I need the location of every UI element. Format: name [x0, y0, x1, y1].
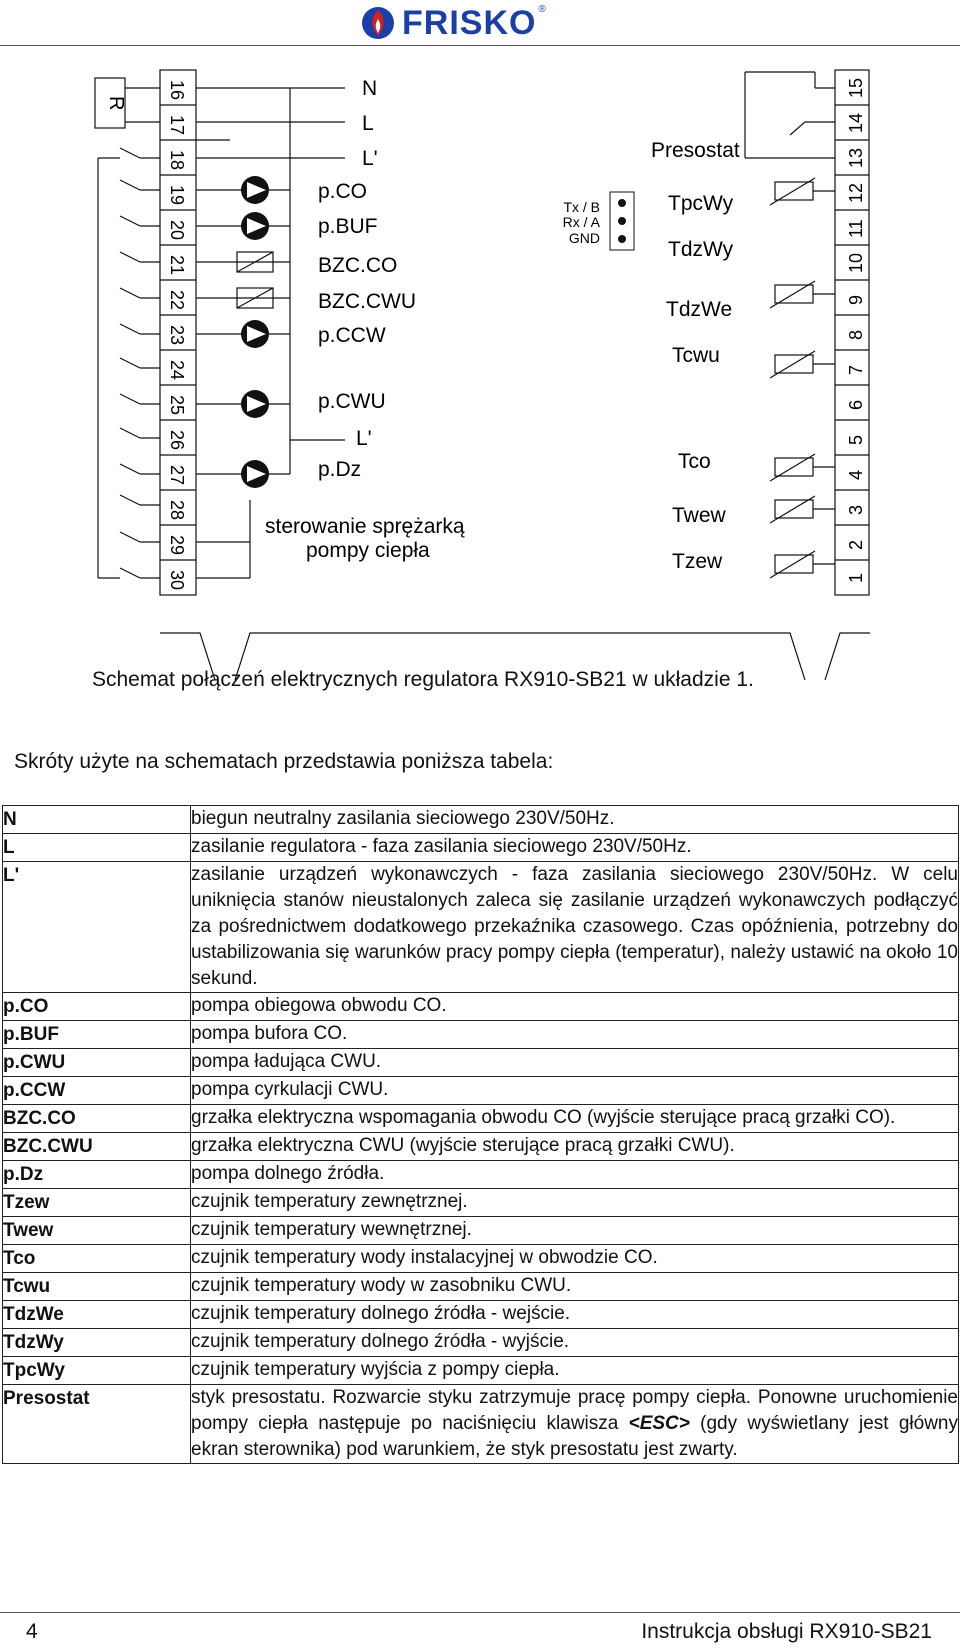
- left-labels: [318, 77, 416, 481]
- svg-text:BZC.CWU: BZC.CWU: [318, 290, 416, 313]
- svg-text:N: N: [362, 77, 378, 100]
- svg-text:4: 4: [846, 469, 866, 480]
- right-terminal-numbers: [846, 78, 866, 583]
- svg-text:17: 17: [167, 115, 187, 136]
- svg-text:Rx / A: Rx / A: [562, 214, 600, 230]
- presostat-desc-pre: styk presostatu. Rozwarcie styku zatrzymuje pracę pompy ciepła. Ponowne uruchomienie pompy ciepła następuje po naciśnięciu klawisza: [191, 1387, 958, 1434]
- svg-text:28: 28: [167, 500, 187, 521]
- svg-text:13: 13: [846, 147, 866, 168]
- desc-cell: czujnik temperatury zewnętrznej.: [191, 1189, 959, 1217]
- svg-text:7: 7: [846, 364, 866, 375]
- comm-labels: [563, 199, 601, 246]
- desc-cell: czujnik temperatury dolnego źródła - wejście.: [191, 1301, 959, 1329]
- desc-cell: grzałka elektryczna wspomagania obwodu CO (wyjście sterujące pracą grzałki CO).: [191, 1105, 959, 1133]
- desc-cell: czujnik temperatury wewnętrznej.: [191, 1217, 959, 1245]
- flame-icon: [360, 5, 396, 41]
- svg-text:15: 15: [846, 77, 866, 98]
- term-cell: Tcwu: [3, 1273, 191, 1301]
- desc-cell: pompa obiegowa obwodu CO.: [191, 993, 959, 1021]
- svg-text:21: 21: [167, 255, 187, 276]
- svg-text:TdzWy: TdzWy: [668, 238, 734, 261]
- abbreviation-table: [2, 805, 959, 1464]
- svg-text:1: 1: [846, 572, 866, 583]
- svg-text:23: 23: [167, 325, 187, 346]
- svg-text:6: 6: [846, 399, 866, 410]
- svg-text:Twew: Twew: [672, 504, 726, 527]
- presostat-desc-post: (gdy wyświetlany jest główny ekran sterownika) pod warunkiem, że styk presostatu jest zwarty.: [191, 1413, 958, 1460]
- logo-text: FRISKO: [402, 3, 537, 42]
- term-cell: BZC.CO: [3, 1105, 191, 1133]
- compressor-label-1: sterowanie sprężarką: [265, 515, 465, 538]
- term-cell: Tzew: [3, 1189, 191, 1217]
- desc-cell: czujnik temperatury wody instalacyjnej w obwodzie CO.: [191, 1245, 959, 1273]
- svg-text:20: 20: [167, 220, 187, 241]
- svg-text:L': L': [356, 427, 372, 450]
- term-cell: p.CWU: [3, 1049, 191, 1077]
- svg-text:p.Dz: p.Dz: [318, 458, 362, 481]
- svg-text:24: 24: [167, 360, 187, 381]
- footer-rule: [0, 1612, 960, 1613]
- sensor-labels: [651, 139, 740, 573]
- svg-text:12: 12: [846, 182, 866, 203]
- desc-cell: pompa bufora CO.: [191, 1021, 959, 1049]
- term-cell: p.Dz: [3, 1161, 191, 1189]
- svg-text:29: 29: [167, 535, 187, 556]
- svg-text:11: 11: [846, 219, 866, 238]
- desc-cell: zasilanie urządzeń wykonawczych - faza zasilania sieciowego 230V/50Hz. W celu uniknięcia stanów nieustalonych zaleca się zasilanie urządzeń wykonawczych podłączyć za pośrednictwem dodatkowego przekaźnika czasowego. Czas opóźnienia, potrzebny do ustabilizowania się warunków pracy pompy ciepła (temperatur), należy ustawić na około 10 sekund.: [191, 862, 959, 993]
- term-cell: Twew: [3, 1217, 191, 1245]
- esc-key-label: <ESC>: [628, 1413, 690, 1434]
- svg-text:GND: GND: [568, 230, 600, 246]
- term-cell: p.CCW: [3, 1077, 191, 1105]
- svg-text:5: 5: [846, 434, 866, 445]
- svg-text:30: 30: [167, 570, 187, 591]
- svg-text:p.CWU: p.CWU: [318, 390, 386, 413]
- term-cell: TpcWy: [3, 1357, 191, 1385]
- svg-text:Tzew: Tzew: [672, 550, 723, 573]
- svg-text:BZC.CO: BZC.CO: [318, 254, 398, 277]
- svg-text:Presostat: Presostat: [651, 139, 740, 162]
- registered-mark: ®: [538, 4, 546, 15]
- desc-cell: czujnik temperatury wody w zasobniku CWU.: [191, 1273, 959, 1301]
- svg-text:16: 16: [167, 80, 187, 101]
- table-intro: Skróty użyte na schematach przedstawia poniższa tabela:: [14, 750, 554, 773]
- svg-text:27: 27: [167, 465, 187, 486]
- desc-cell: czujnik temperatury dolnego źródła - wyjście.: [191, 1329, 959, 1357]
- wiring-diagram-svg: [0, 50, 960, 680]
- term-cell: L: [3, 834, 191, 862]
- svg-text:L: L: [362, 112, 374, 135]
- term-cell: N: [3, 806, 191, 834]
- desc-cell: czujnik temperatury wyjścia z pompy ciepła.: [191, 1357, 959, 1385]
- svg-text:9: 9: [846, 294, 866, 305]
- desc-cell: pompa ładująca CWU.: [191, 1049, 959, 1077]
- svg-text:p.BUF: p.BUF: [318, 215, 378, 238]
- term-cell: TdzWe: [3, 1301, 191, 1329]
- frisko-logo: [360, 4, 546, 42]
- term-cell: L': [3, 862, 191, 993]
- desc-cell: pompa cyrkulacji CWU.: [191, 1077, 959, 1105]
- svg-text:Tcwu: Tcwu: [672, 344, 720, 367]
- wiring-diagram: [0, 50, 960, 680]
- svg-text:TpcWy: TpcWy: [668, 192, 734, 215]
- svg-text:8: 8: [846, 329, 866, 340]
- desc-cell: pompa dolnego źródła.: [191, 1161, 959, 1189]
- desc-cell: grzałka elektryczna CWU (wyjście sterujące pracą grzałki CWU).: [191, 1133, 959, 1161]
- term-cell: Tco: [3, 1245, 191, 1273]
- svg-text:2: 2: [846, 539, 866, 550]
- footer-title: Instrukcja obsługi RX910-SB21: [641, 1620, 932, 1643]
- desc-cell: zasilanie regulatora - faza zasilania sieciowego 230V/50Hz.: [191, 834, 959, 862]
- svg-text:19: 19: [167, 185, 187, 206]
- desc-cell: [191, 1385, 959, 1464]
- svg-text:Tco: Tco: [678, 450, 711, 473]
- term-cell: BZC.CWU: [3, 1133, 191, 1161]
- svg-text:p.CO: p.CO: [318, 180, 368, 203]
- term-cell: Presostat: [3, 1385, 191, 1464]
- term-cell: TdzWy: [3, 1329, 191, 1357]
- svg-text:p.CCW: p.CCW: [318, 324, 386, 347]
- page-header: [0, 0, 960, 48]
- term-cell: p.BUF: [3, 1021, 191, 1049]
- compressor-label-2: pompy ciepła: [306, 539, 430, 562]
- svg-text:25: 25: [167, 395, 187, 416]
- svg-text:10: 10: [846, 252, 866, 273]
- term-cell: p.CO: [3, 993, 191, 1021]
- diagram-caption: Schemat połączeń elektrycznych regulatora RX910-SB21 w układzie 1.: [92, 668, 754, 691]
- left-terminal-numbers: [167, 80, 187, 590]
- svg-text:3: 3: [846, 504, 866, 515]
- svg-text:26: 26: [167, 430, 187, 451]
- svg-text:14: 14: [846, 112, 866, 133]
- svg-text:L': L': [362, 147, 378, 170]
- relay-label: R: [105, 96, 127, 111]
- svg-text:18: 18: [167, 150, 187, 171]
- page-number: 4: [26, 1620, 38, 1643]
- desc-cell: biegun neutralny zasilania sieciowego 230V/50Hz.: [191, 806, 959, 834]
- svg-text:22: 22: [167, 290, 187, 311]
- svg-text:TdzWe: TdzWe: [666, 298, 733, 321]
- svg-text:Tx / B: Tx / B: [563, 199, 600, 215]
- header-rule: [0, 45, 960, 46]
